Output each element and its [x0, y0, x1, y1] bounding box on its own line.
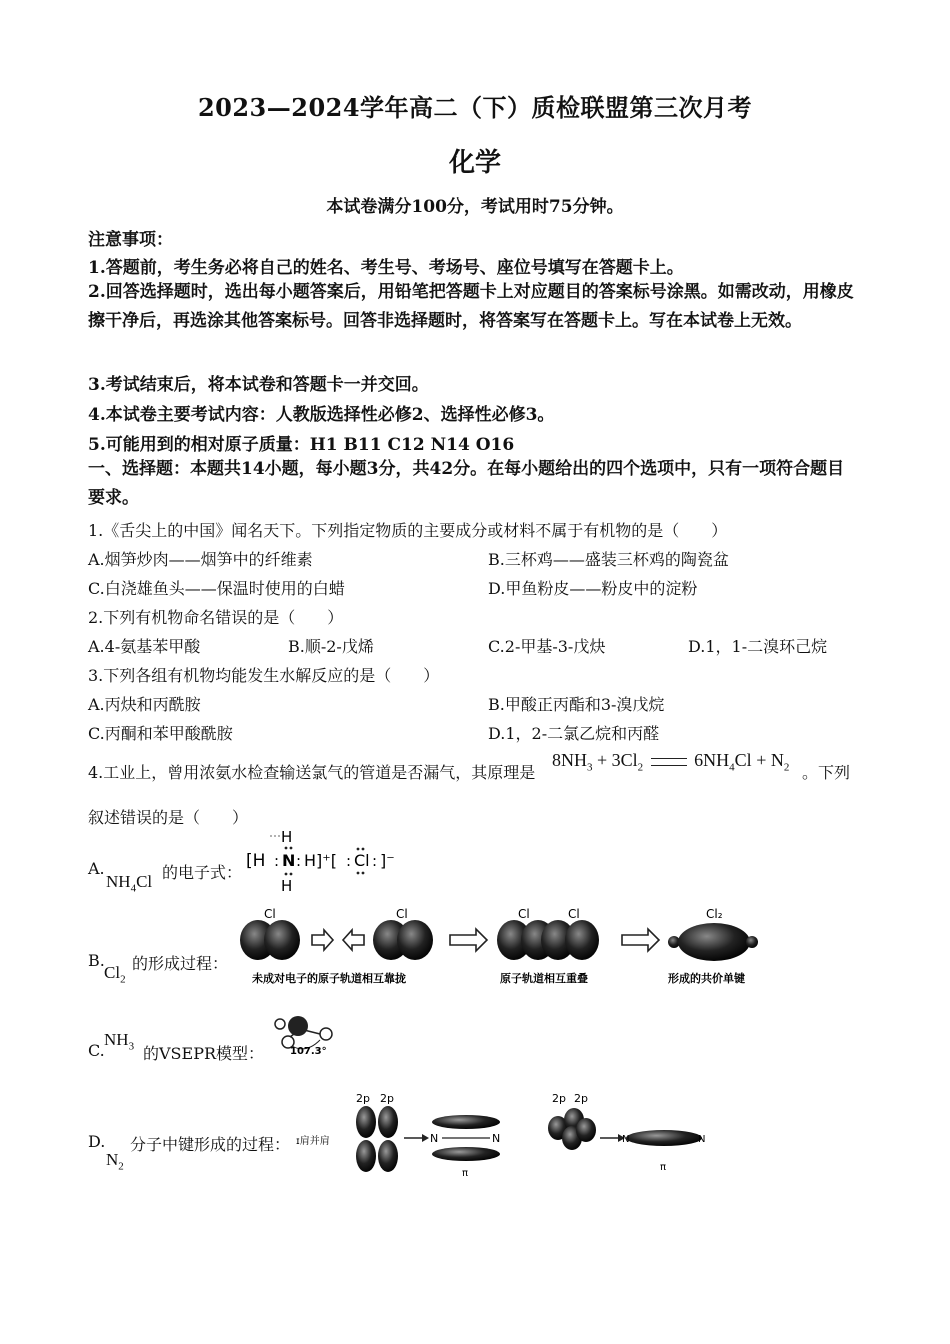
q4-option-a-label: A. — [88, 859, 105, 878]
q3-stem: 3.下列各组有机物均能发生水解反应的是（ ） — [88, 666, 440, 685]
exam-title: 2023—2024学年高二（下）质检联盟第三次月考 — [197, 93, 753, 122]
q4-option-a-formula: $NH_4Cl$ — [106, 872, 153, 895]
svg-text::: : — [346, 852, 352, 870]
q2-option-c: C.2-甲基-3-戊炔 — [488, 637, 606, 656]
svg-text:N: N — [698, 1134, 706, 1145]
svg-text:未成对电子的原子轨道相互靠拢: 未成对电子的原子轨道相互靠拢 — [252, 972, 406, 985]
svg-text::: : — [274, 852, 280, 870]
section-heading: 一、选择题：本题共14小题，每小题3分，共42分。在每小题给出的四个选项中，只有一项符合题目要求。 — [88, 459, 845, 508]
notes-heading: 注意事项： — [88, 230, 173, 250]
note-4: 4.本试卷主要考试内容：人教版选择性必修2、选择性必修3。 — [88, 405, 555, 425]
svg-text:形成的共价单键: 形成的共价单键 — [668, 972, 745, 985]
q3-option-b: B.甲酸正丙酯和3-溴戊烷 — [488, 695, 665, 714]
n2-bond-formation-diagram — [296, 1090, 708, 1180]
subject-title: 化学 — [448, 148, 501, 178]
q4-option-b-text: 的形成过程： — [132, 954, 229, 973]
nh4cl-electron-formula — [244, 828, 406, 896]
q4-option-c-formula: $NH_3$ — [104, 1030, 135, 1053]
svg-text::: : — [372, 852, 378, 870]
q1-option-c: C.白浇雄鱼头——保温时使用的白蜡 — [88, 579, 345, 598]
note-5: 5.可能用到的相对原子质量：H1 B11 C12 N14 O16 — [88, 435, 515, 455]
svg-text:ɪ肩并肩: ɪ肩并肩 — [296, 1136, 330, 1147]
q2-stem: 2.下列有机物命名错误的是（ ） — [88, 608, 344, 627]
q2-option-b: B.顺-2-戊烯 — [288, 637, 374, 656]
q3-option-d: D.1，2-二氯乙烷和丙醛 — [488, 724, 660, 743]
arrow-icon — [622, 929, 659, 951]
q2-option-d: D.1，1-二溴环己烷 — [688, 637, 828, 656]
q1-option-b: B.三杯鸡——盛装三杯鸡的陶瓷盆 — [488, 550, 729, 569]
q1-option-a: A.烟笋炒肉——烟笋中的纤维素 — [88, 550, 313, 569]
svg-text:π: π — [660, 1162, 667, 1173]
q1-option-d: D.甲鱼粉皮——粉皮中的淀粉 — [488, 579, 698, 598]
svg-text:Cl₂: Cl₂ — [706, 907, 723, 921]
svg-text:2p: 2p — [356, 1092, 370, 1105]
svg-text:N: N — [492, 1132, 501, 1145]
svg-text:N: N — [282, 851, 296, 870]
q4-option-c-label: C. — [88, 1041, 105, 1060]
svg-text:Cl: Cl — [354, 851, 370, 870]
svg-text:107.3°: 107.3° — [290, 1046, 327, 1057]
svg-text:Cl: Cl — [396, 907, 408, 921]
svg-text:H: H — [281, 877, 293, 895]
svg-text:Cl: Cl — [518, 907, 530, 921]
note-1: 1.答题前，考生务必将自己的姓名、考生号、考场号、座位号填写在答题卡上。 — [88, 258, 684, 278]
svg-text:2p: 2p — [552, 1092, 566, 1105]
svg-text::: : — [296, 852, 302, 870]
q2-option-a: A.4-氨基苯甲酸 — [88, 637, 201, 656]
q4-option-d-formula: $N_2$ — [106, 1150, 124, 1173]
svg-text:H: H — [281, 828, 293, 846]
svg-text:Cl: Cl — [568, 907, 580, 921]
q4-stem-after: 。下列 — [802, 763, 851, 782]
q4-option-b-label: B. — [88, 951, 105, 970]
q4-option-d-label: D. — [88, 1132, 106, 1151]
svg-text:2p: 2p — [380, 1092, 394, 1105]
svg-text:π: π — [462, 1168, 469, 1179]
svg-text:原子轨道相互重叠: 原子轨道相互重叠 — [500, 972, 588, 985]
q4-stem: 4.工业上，曾用浓氨水检查输送氯气的管道是否漏气，其原理是 — [88, 763, 536, 782]
svg-text:N: N — [622, 1134, 630, 1145]
q4-equation: $8NH_3 + 3Cl_2$ $6NH_4Cl + N_2$ — [552, 750, 790, 774]
q1-stem: 1.《舌尖上的中国》闻名天下。下列指定物质的主要成分或材料不属于有机物的是（ ） — [88, 521, 728, 540]
nh3-vsepr-model — [264, 1012, 344, 1058]
q4-stem-cont: 叙述错误的是（ ） — [88, 808, 249, 827]
svg-text:H]⁺[: H]⁺[ — [304, 851, 337, 870]
svg-text:Cl: Cl — [264, 907, 276, 921]
q4-option-d-text: 分子中键形成的过程： — [130, 1135, 291, 1154]
q4-option-b-formula: $Cl_2$ — [104, 963, 126, 986]
double-arrow-icon — [312, 930, 364, 950]
cl2-formation-diagram — [238, 904, 784, 988]
q3-option-a: A.丙炔和丙酰胺 — [88, 695, 201, 714]
q3-option-c: C.丙酮和苯甲酸酰胺 — [88, 724, 233, 743]
note-3: 3.考试结束后，将本试卷和答题卡一并交回。 — [88, 375, 429, 395]
svg-text:N: N — [430, 1132, 439, 1145]
svg-text:2p: 2p — [574, 1092, 588, 1105]
note-2: 2.回答选择题时，选出每小题答案后，用铅笔把答题卡上对应题目的答案标号涂黑。如需改动，用橡皮擦干净后，再选涂其他答案标号。回答非选择题时，将答案写在答题卡上。写在本试卷上无效。 — [88, 282, 854, 331]
score-note: 本试卷满分100分，考试用时75分钟。 — [326, 197, 624, 217]
svg-text:]⁻: ]⁻ — [380, 851, 395, 870]
arrow-icon — [450, 929, 487, 951]
q4-option-a-text: 的电子式： — [162, 863, 243, 882]
q4-option-c-text: 的VSEPR模型： — [143, 1044, 265, 1063]
svg-text:[H: [H — [246, 851, 266, 871]
